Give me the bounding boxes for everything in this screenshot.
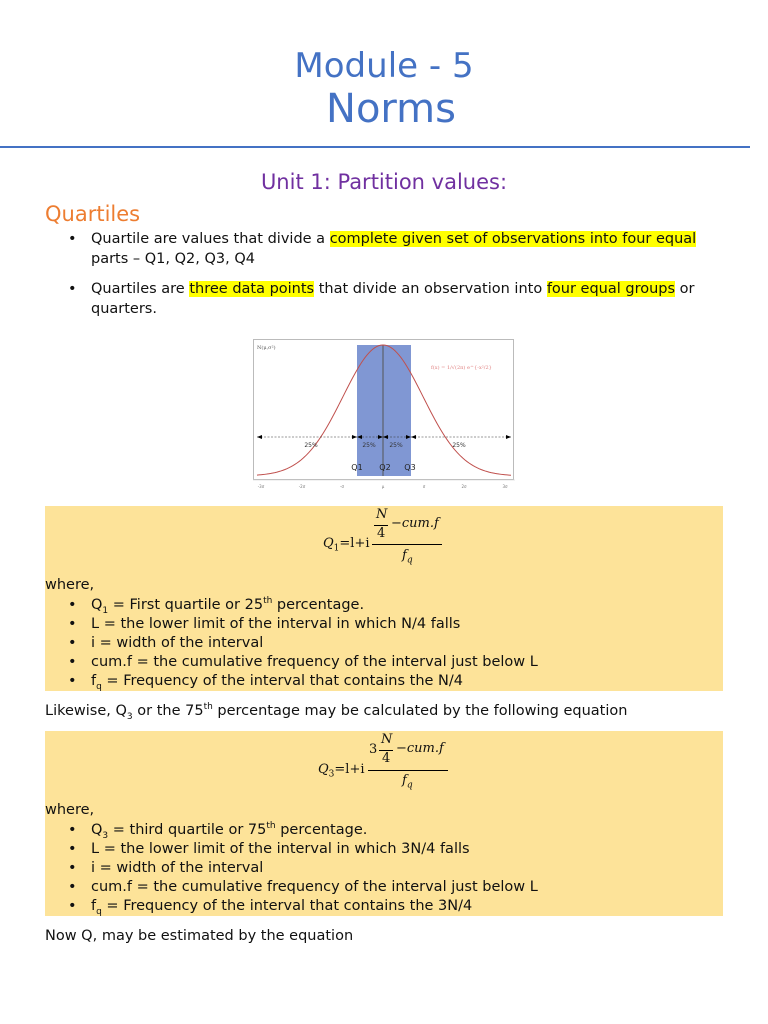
x-tick-label: μ bbox=[381, 484, 385, 489]
x-tick-label: -2σ bbox=[298, 484, 306, 489]
quartile-label-q3: Q3 bbox=[404, 463, 416, 472]
highlight: complete given set of observations into four equal bbox=[329, 231, 697, 247]
percent-label: 25% bbox=[304, 442, 318, 449]
central-shaded-area bbox=[357, 345, 411, 476]
fraction-bar bbox=[372, 544, 442, 545]
quartile-label-q1: Q1 bbox=[351, 463, 363, 472]
fraction-bar bbox=[368, 770, 448, 771]
bullet-dot: • bbox=[68, 281, 77, 297]
bullet-dot: • bbox=[68, 231, 77, 247]
percent-label: 25% bbox=[362, 442, 376, 449]
x-tick-label: 2σ bbox=[461, 484, 467, 489]
density-formula-label: f(x) = 1/√(2π) e^{-x²/2} bbox=[431, 365, 492, 371]
quartile-label-q2: Q2 bbox=[379, 463, 391, 472]
where-label: where, bbox=[45, 577, 95, 593]
page-title: Norms bbox=[326, 86, 456, 132]
likewise-paragraph: Likewise, $Q_3$ or the 75th percentage may be calculated by the following equation bbox=[45, 702, 628, 722]
x-tick-label: -3σ bbox=[257, 484, 265, 489]
where-label: where, bbox=[45, 802, 95, 818]
x-tick-label: 3σ bbox=[502, 484, 508, 489]
x-tick-label: -σ bbox=[340, 484, 344, 489]
bullet-item bbox=[68, 280, 728, 320]
percent-label: 25% bbox=[452, 442, 466, 449]
bullet-text: Quartile are values that divide a complete given set of observations into four equal parts – Q1, Q2, Q3, Q4 bbox=[91, 231, 697, 267]
title-divider bbox=[0, 146, 750, 148]
normal-distribution-figure bbox=[253, 339, 515, 489]
unit-heading: Unit 1: Partition values: bbox=[260, 170, 508, 194]
x-tick-label: σ bbox=[422, 484, 426, 489]
closing-paragraph: Now Q, may be estimated by the equation bbox=[45, 928, 354, 944]
module-label: Module - 5 bbox=[294, 46, 474, 86]
normal-curve-svg bbox=[253, 339, 515, 489]
module-title-block bbox=[0, 46, 768, 132]
bullet-item bbox=[68, 230, 728, 270]
bullet-text: Quartiles are three data points that divide an observation into four equal groups or quarters. bbox=[91, 281, 695, 317]
section-heading: Quartiles bbox=[45, 202, 141, 226]
highlight: four equal groups bbox=[546, 281, 676, 297]
highlight: three data points bbox=[189, 281, 315, 297]
y-axis-label: N(μ,σ²) bbox=[257, 345, 276, 351]
percent-label: 25% bbox=[389, 442, 403, 449]
